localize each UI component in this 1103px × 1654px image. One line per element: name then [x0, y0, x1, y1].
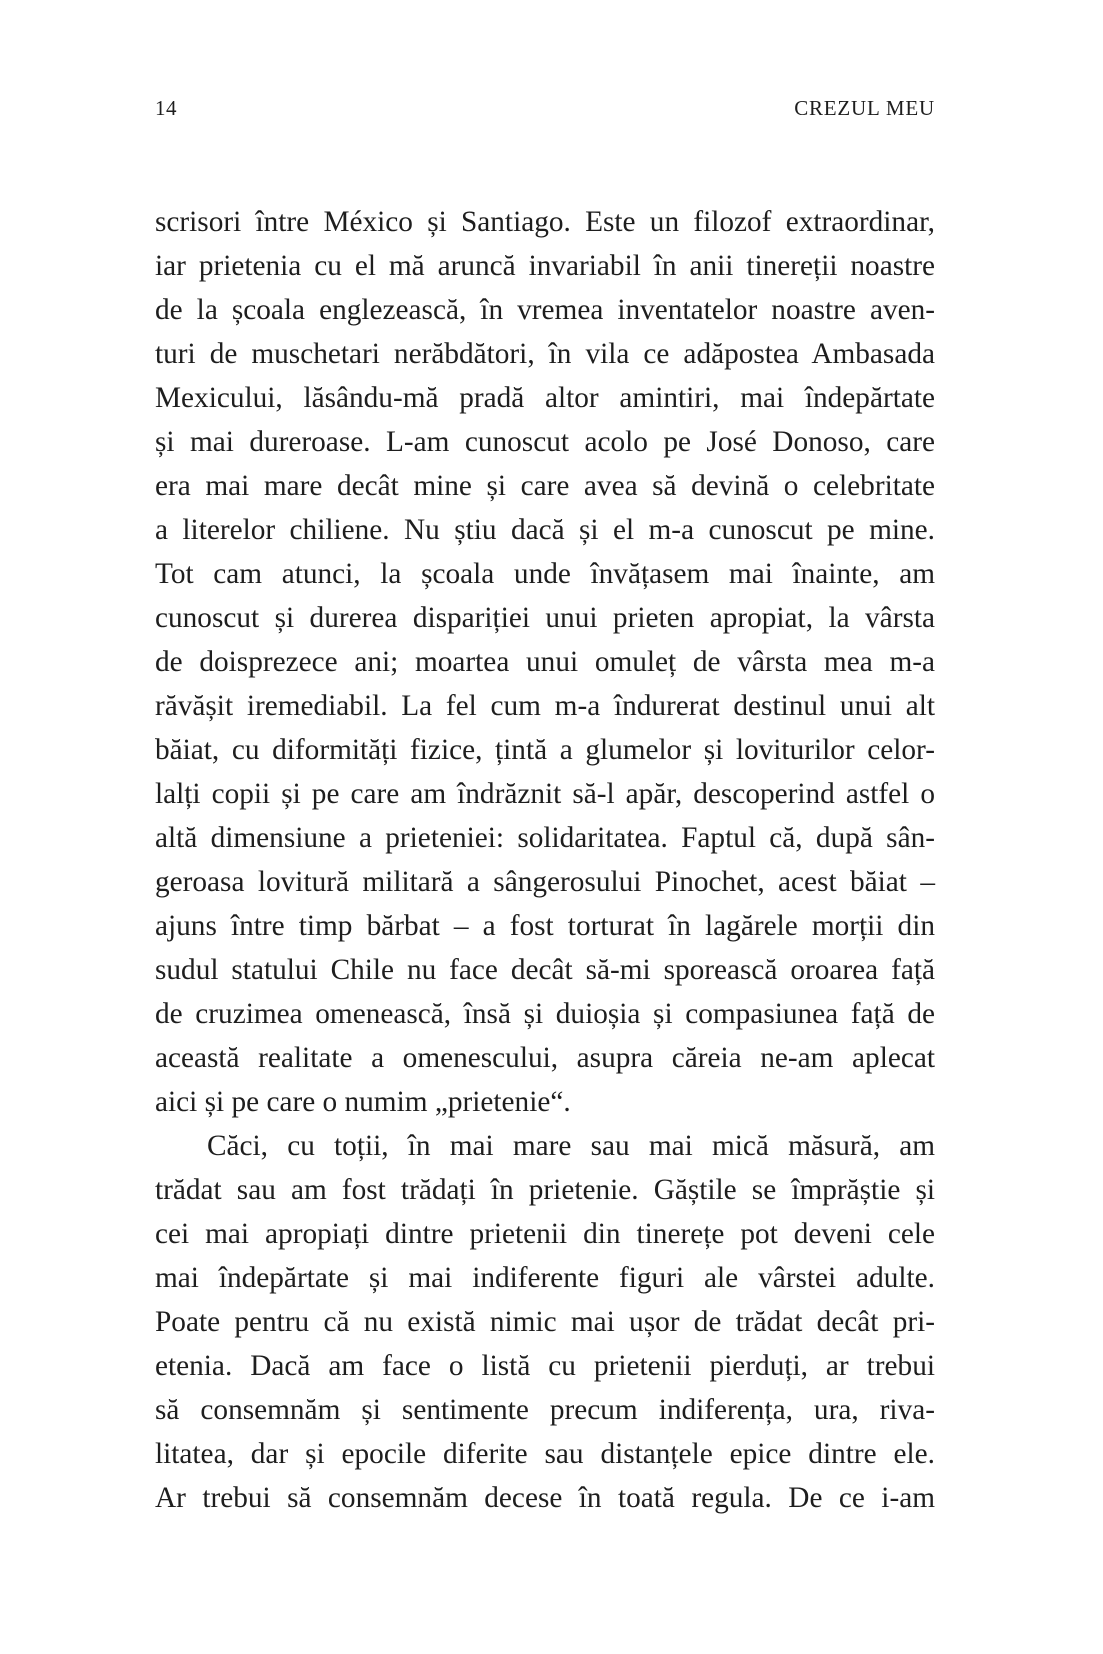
- text-line: a literelor chiliene. Nu știu dacă și el m-a cunoscut pe mine.: [155, 514, 935, 546]
- text-line: cei mai apropiați dintre prietenii din tinerețe pot deveni cele: [155, 1218, 935, 1250]
- text-line: Ar trebui să consemnăm decese în toată regula. De ce i-am: [155, 1482, 935, 1514]
- text-line: cunoscut și durerea dispariției unui prieten apropiat, la vârsta: [155, 602, 935, 634]
- text-line: lalți copii și pe care am îndrăznit să-l apăr, descoperind astfel o: [155, 778, 935, 810]
- text-line: era mai mare decât mine și care avea să devină o celebritate: [155, 470, 935, 502]
- text-line: băiat, cu diformități fizice, țintă a glumelor și loviturilor celor-: [155, 734, 935, 766]
- text-line: trădat sau am fost trădați în prietenie. Găștile se împrăștie și: [155, 1174, 935, 1206]
- text-line: de doisprezece ani; moartea unui omuleț de vârsta mea m-a: [155, 646, 935, 678]
- text-line: aici și pe care o numim „prietenie“.: [155, 1086, 571, 1118]
- text-line: iar prietenia cu el mă aruncă invariabil în anii tinereții noastre: [155, 250, 935, 282]
- text-line: ajuns între timp bărbat – a fost torturat în lagărele morții din: [155, 910, 935, 942]
- text-line: această realitate a omenescului, asupra căreia ne-am aplecat: [155, 1042, 935, 1074]
- text-line: mai îndepărtate și mai indiferente figuri ale vârstei adulte.: [155, 1262, 935, 1294]
- text-line: altă dimensiune a prieteniei: solidaritatea. Faptul că, după sân-: [155, 822, 935, 854]
- text-line: Căci, cu toții, în mai mare sau mai mică măsură, am: [207, 1130, 935, 1162]
- text-line: să consemnăm și sentimente precum indiferența, ura, riva-: [155, 1394, 935, 1426]
- running-title: CREZUL MEU: [794, 96, 935, 120]
- page-number: 14: [155, 96, 177, 120]
- text-line: de cruzimea omenească, însă și duioșia și compasiunea față de: [155, 998, 935, 1030]
- text-line: Poate pentru că nu există nimic mai ușor de trădat decât pri-: [155, 1306, 935, 1338]
- text-line: litatea, dar și epocile diferite sau distanțele epice dintre ele.: [155, 1438, 935, 1470]
- text-line: Tot cam atunci, la școala unde învățasem mai înainte, am: [155, 558, 935, 590]
- text-line: de la școala englezească, în vremea inventatelor noastre aven-: [155, 294, 935, 326]
- text-line: sudul statului Chile nu face decât să-mi sporească oroarea față: [155, 954, 935, 986]
- text-line: Mexicului, lăsându-mă pradă altor amintiri, mai îndepărtate: [155, 382, 935, 414]
- text-line: răvășit iremediabil. La fel cum m-a îndurerat destinul unui alt: [155, 690, 935, 722]
- text-line: scrisori între México și Santiago. Este un filozof extraordinar,: [155, 206, 935, 238]
- body-text: [155, 200, 935, 1520]
- text-line: și mai dureroase. L-am cunoscut acolo pe José Donoso, care: [155, 426, 935, 458]
- text-line: geroasa lovitură militară a sângerosului Pinochet, acest băiat –: [155, 866, 935, 898]
- text-line: etenia. Dacă am face o listă cu prietenii pierduți, ar trebui: [155, 1350, 935, 1382]
- text-line: turi de muschetari nerăbdători, în vila ce adăpostea Ambasada: [155, 338, 935, 370]
